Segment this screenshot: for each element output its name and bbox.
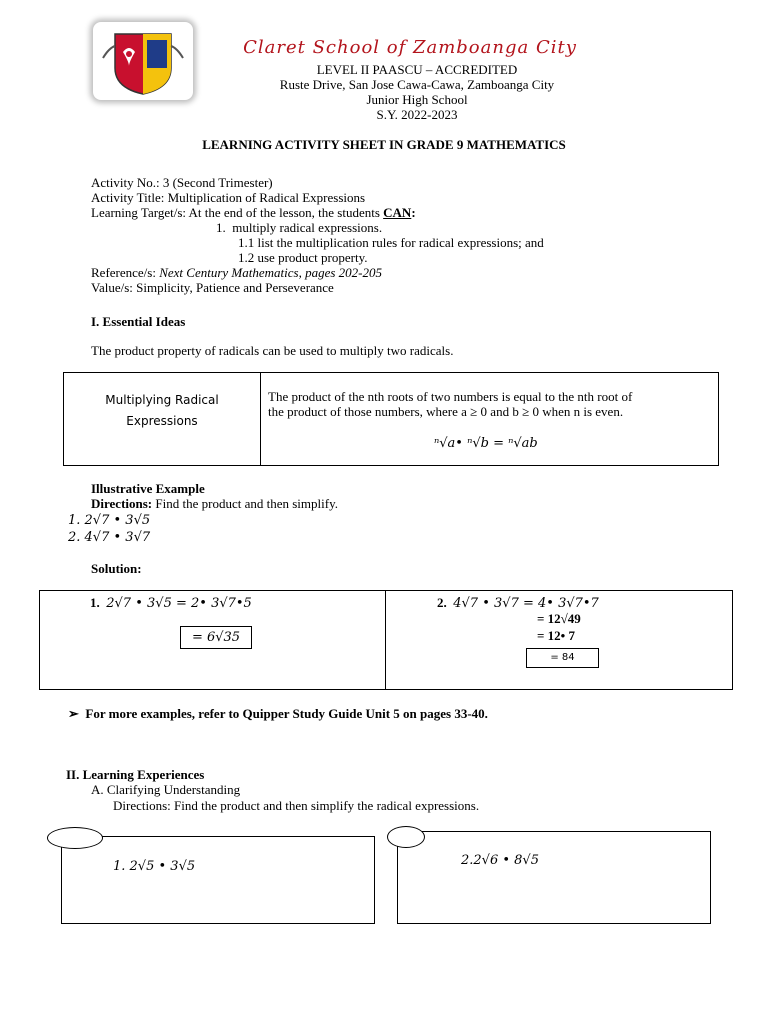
accreditation: LEVEL II PAASCU – ACCREDITED: [316, 62, 518, 77]
target-can: CAN: [383, 205, 412, 220]
example-item1: 1. 2√7 • 3√5: [68, 513, 151, 528]
exercise1: 1. 2√5 • 3√5: [113, 859, 196, 874]
target-1-text: multiply radical expressions.: [232, 220, 383, 235]
solution2: [437, 595, 599, 611]
solution-divider: [385, 591, 386, 689]
activity-title: Activity Title: Multiplication of Radical Expressions: [91, 190, 366, 205]
section1-intro: The product property of radicals can be used to multiply two radicals.: [91, 343, 454, 358]
example-directions: [91, 496, 338, 512]
exercise1-box[interactable]: [61, 836, 375, 924]
learning-target: [91, 205, 416, 221]
exercise2: 2.2√6 • 8√5: [461, 853, 539, 868]
school-year: S.Y. 2022-2023: [376, 107, 458, 122]
arrow-bullet-icon: ➢: [68, 706, 79, 721]
sol2-answer-box: = 84: [526, 648, 599, 668]
sheet-title: LEARNING ACTIVITY SHEET IN GRADE 9 MATHEMATICS: [202, 137, 566, 152]
rule-formula: ⁿ√a• ⁿ√b = ⁿ√ab: [434, 436, 538, 451]
directions-text: Find the product and then simplify.: [152, 496, 338, 511]
solution1: [90, 595, 252, 611]
activity-no: Activity No.: 3 (Second Trimester): [91, 175, 273, 190]
directions-label: Directions:: [91, 496, 153, 511]
reference-text: Next Century Mathematics, pages 202-205: [159, 265, 382, 280]
logo-frame: [93, 22, 193, 100]
more-examples-text: For more examples, refer to Quipper Study Guide Unit 5 on pages 33-40.: [85, 706, 488, 721]
sol1-answer-box: = 6√35: [180, 626, 252, 649]
rule-table: [63, 372, 719, 466]
sol1-num: 1.: [90, 595, 100, 610]
sol2-num: 2.: [437, 595, 447, 610]
target-colon: :: [411, 205, 416, 220]
rule-desc-line1: The product of the nth roots of two numbers is equal to the nth root of: [268, 389, 633, 404]
reference: [91, 265, 382, 281]
school-name: Claret School of Zamboanga City: [243, 37, 577, 58]
rule-divider: [260, 373, 261, 465]
target-1-2: 1.2 use product property.: [238, 250, 368, 265]
example-heading: Illustrative Example: [91, 481, 205, 496]
sol2-step2: = 12• 7: [537, 628, 575, 643]
more-examples: [68, 706, 488, 722]
target-1-num: 1.: [216, 220, 226, 235]
rule-title-line2: Expressions: [126, 414, 198, 428]
rule-desc-line2: the product of those numbers, where a ≥ 0 and b ≥ 0 when n is even.: [268, 404, 624, 419]
section2-heading: II. Learning Experiences: [66, 767, 205, 782]
rule-description: [268, 389, 708, 419]
school-address: Ruste Drive, San Jose Cawa-Cawa, Zamboanga City: [279, 77, 555, 92]
reference-prefix: Reference/s:: [91, 265, 160, 280]
exercise1-score-oval[interactable]: [47, 827, 103, 849]
sol1-expr: 2√7 • 3√5 = 2• 3√7•5: [106, 596, 252, 611]
section1-heading: I. Essential Ideas: [91, 314, 186, 329]
sol2-expr: 4√7 • 3√7 = 4• 3√7•7: [453, 596, 599, 611]
target-1: [216, 220, 382, 236]
sol2-step1: = 12√49: [537, 611, 581, 626]
example-item2: 2. 4√7 • 3√7: [68, 530, 151, 545]
rule-title: [64, 390, 260, 432]
department: Junior High School: [366, 92, 468, 107]
exercise2-score-oval[interactable]: [387, 826, 425, 848]
target-1-1: 1.1 list the multiplication rules for radical expressions; and: [238, 235, 544, 250]
exercise2-box[interactable]: [397, 831, 711, 924]
school-logo-icon: [93, 22, 193, 100]
section2-directions: Directions: Find the product and then simplify the radical expressions.: [113, 798, 480, 813]
section2-sub-a: A. Clarifying Understanding: [91, 782, 241, 797]
values: Value/s: Simplicity, Patience and Perseverance: [91, 280, 334, 295]
solution-label: Solution:: [91, 561, 142, 576]
solution-table: [39, 590, 733, 690]
target-prefix: Learning Target/s: At the end of the lesson, the students: [91, 205, 384, 220]
rule-title-line1: Multiplying Radical: [105, 393, 219, 407]
